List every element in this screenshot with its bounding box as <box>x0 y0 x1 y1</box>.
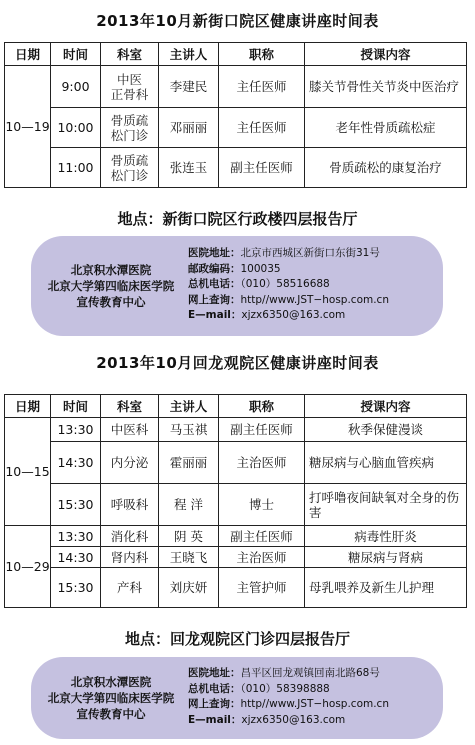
org-name: 宣传教育中心 <box>76 707 146 721</box>
dept-cell: 骨质疏 松门诊 <box>101 148 159 188</box>
content-cell: 秋季保健漫谈 <box>305 418 467 442</box>
time-cell: 10:00 <box>51 108 101 148</box>
dept-cell: 产科 <box>101 568 159 608</box>
schedule-title-1: 2013年10月新街口院区健康讲座时间表 <box>96 12 379 30</box>
header-date: 日期 <box>5 395 51 418</box>
content-cell: 母乳喂养及新生儿护理 <box>305 568 467 608</box>
dept-cell: 肾内科 <box>101 547 159 568</box>
speaker-cell: 刘庆妍 <box>159 568 219 608</box>
header-content: 授课内容 <box>305 395 467 418</box>
dept-cell: 骨质疏 松门诊 <box>101 108 159 148</box>
org-name: 北京大学第四临床医学院 <box>47 691 175 705</box>
title-cell: 博士 <box>219 484 305 526</box>
speaker-cell: 李建民 <box>159 66 219 108</box>
table-row <box>5 418 467 442</box>
table-row <box>5 148 467 188</box>
speaker-cell: 阴 英 <box>159 526 219 547</box>
header-speaker: 主讲人 <box>159 395 219 418</box>
title-cell: 副主任医师 <box>219 418 305 442</box>
title-cell: 主任医师 <box>219 108 305 148</box>
content-cell: 老年性骨质疏松症 <box>305 108 467 148</box>
header-title: 职称 <box>219 43 305 66</box>
title-cell: 主任医师 <box>219 66 305 108</box>
table-row <box>5 526 467 547</box>
content-cell: 膝关节骨性关节炎中医治疗 <box>305 66 467 108</box>
speaker-cell: 霍丽丽 <box>159 442 219 484</box>
dept-cell: 中医 正骨科 <box>101 66 159 108</box>
speaker-cell: 马玉祺 <box>159 418 219 442</box>
content-cell: 打呼噜夜间缺氧对全身的伤害 <box>305 484 467 526</box>
org-name: 北京大学第四临床医学院 <box>47 279 175 293</box>
table-row <box>5 442 467 484</box>
time-cell: 15:30 <box>51 568 101 608</box>
speaker-cell: 张连玉 <box>159 148 219 188</box>
contact-line[interactable]: E—mail：xjzx6350@163.com <box>188 713 346 726</box>
contact-line[interactable]: 网上查询：http//www.JST−hosp.com.cn <box>188 698 389 710</box>
title-cell: 主治医师 <box>219 442 305 484</box>
contact-box-2 <box>31 657 443 739</box>
content-cell: 糖尿病与肾病 <box>305 547 467 568</box>
time-cell: 15:30 <box>51 484 101 526</box>
time-cell: 9:00 <box>51 66 101 108</box>
title-cell: 副主任医师 <box>219 526 305 547</box>
dept-cell: 内分泌 <box>101 442 159 484</box>
org-name: 北京积水潭医院 <box>70 675 152 689</box>
time-cell: 13:30 <box>51 418 101 442</box>
dept-cell: 消化科 <box>101 526 159 547</box>
contact-line: 医院地址：北京市西城区新街口东街31号 <box>188 247 380 259</box>
date-cell: 10—15 <box>5 418 51 526</box>
table-header-row <box>5 43 467 66</box>
header-date: 日期 <box>5 43 51 66</box>
date-cell: 10—19 <box>5 66 51 188</box>
header-dept: 科室 <box>101 43 159 66</box>
content-cell: 病毒性肝炎 <box>305 526 467 547</box>
header-time: 时间 <box>51 395 101 418</box>
title-cell: 主管护师 <box>219 568 305 608</box>
location-1: 地点：新街口院区行政楼四层报告厅 <box>117 210 358 228</box>
speaker-cell: 邓丽丽 <box>159 108 219 148</box>
header-dept: 科室 <box>101 395 159 418</box>
table-header-row <box>5 395 467 418</box>
time-cell: 14:30 <box>51 547 101 568</box>
schedule-title-2: 2013年10月回龙观院区健康讲座时间表 <box>96 354 379 372</box>
header-speaker: 主讲人 <box>159 43 219 66</box>
title-cell: 副主任医师 <box>219 148 305 188</box>
location-2: 地点：回龙观院区门诊四层报告厅 <box>124 630 350 648</box>
dept-cell: 呼吸科 <box>101 484 159 526</box>
contact-lines <box>188 666 389 728</box>
contact-line: 总机电话：（010）58398888 <box>188 682 330 695</box>
content-cell: 骨质疏松的康复治疗 <box>305 148 467 188</box>
header-time: 时间 <box>51 43 101 66</box>
contact-line: 总机电话：（010）58516688 <box>188 278 330 290</box>
title-cell: 主治医师 <box>219 547 305 568</box>
contact-line[interactable]: E—mail：xjzx6350@163.com <box>188 309 346 321</box>
speaker-cell: 王晓飞 <box>159 547 219 568</box>
org-name: 宣传教育中心 <box>76 295 146 309</box>
header-content: 授课内容 <box>305 43 467 66</box>
table-row <box>5 108 467 148</box>
header-title: 职称 <box>219 395 305 418</box>
time-cell: 14:30 <box>51 442 101 484</box>
contact-box-1 <box>31 236 443 336</box>
table-row <box>5 547 467 568</box>
table-row <box>5 568 467 608</box>
time-cell: 11:00 <box>51 148 101 188</box>
contact-line: 邮政编码：100035 <box>188 262 281 275</box>
schedule-table-1 <box>4 42 467 188</box>
org-block <box>31 262 191 310</box>
time-cell: 13:30 <box>51 526 101 547</box>
speaker-cell: 程 洋 <box>159 484 219 526</box>
org-block <box>31 674 191 722</box>
org-name: 北京积水潭医院 <box>70 263 152 277</box>
dept-cell: 中医科 <box>101 418 159 442</box>
contact-line[interactable]: 网上查询：http//www.JST−hosp.com.cn <box>188 293 389 306</box>
contact-lines <box>188 246 389 324</box>
schedule-table-2 <box>4 394 467 608</box>
date-cell: 10—29 <box>5 526 51 608</box>
table-row <box>5 484 467 526</box>
contact-line: 医院地址：昌平区回龙观镇回南北路68号 <box>188 667 380 679</box>
content-cell: 糖尿病与心脑血管疾病 <box>305 442 467 484</box>
table-row <box>5 66 467 108</box>
